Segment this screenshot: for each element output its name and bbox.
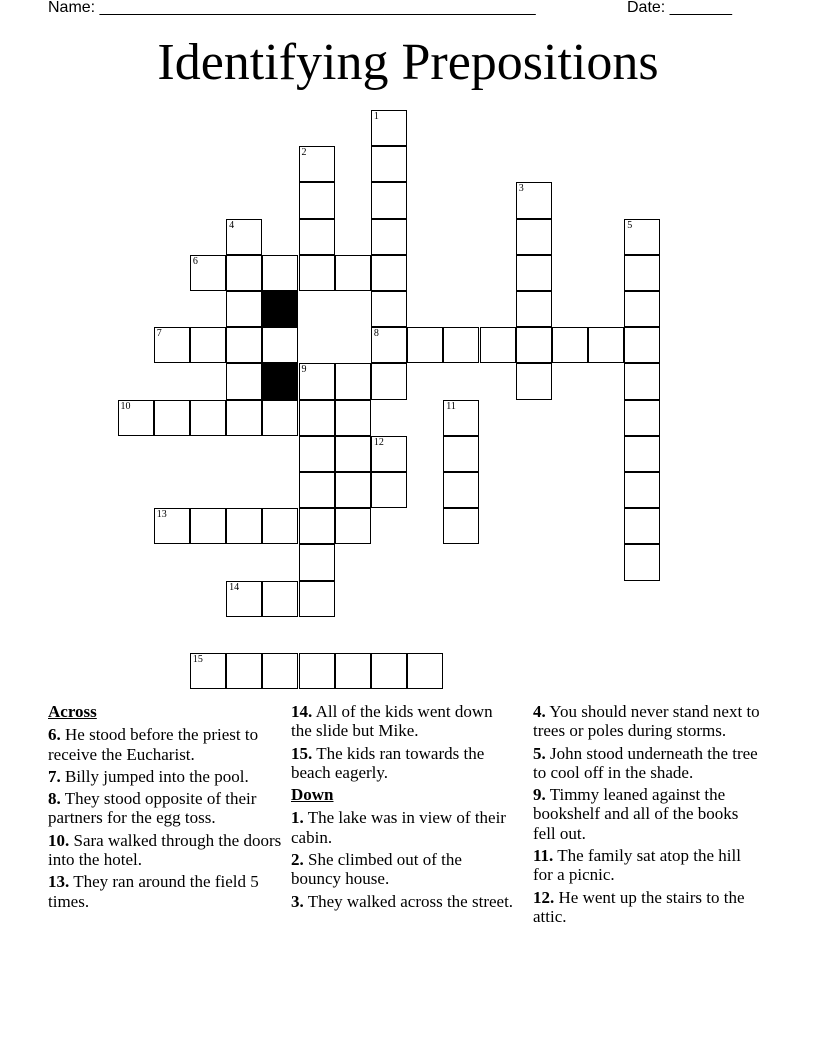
grid-cell[interactable] xyxy=(624,255,660,291)
grid-cell[interactable] xyxy=(371,182,407,218)
across-heading: Across xyxy=(48,702,97,721)
clue-text: Sara walked through the doors into the hotel. xyxy=(48,830,282,870)
clue-1 xyxy=(291,808,516,847)
grid-cell[interactable] xyxy=(226,363,262,399)
clue-10 xyxy=(48,831,283,870)
grid-cell[interactable] xyxy=(262,653,298,689)
grid-cell[interactable] xyxy=(371,653,407,689)
clue-number: 2. xyxy=(291,850,304,870)
clue-2 xyxy=(291,850,516,889)
clue-14 xyxy=(291,702,516,741)
grid-cell[interactable] xyxy=(299,653,335,689)
clue-number: 5. xyxy=(533,743,546,763)
grid-cell[interactable] xyxy=(299,182,335,218)
clue-number: 4. xyxy=(533,702,546,721)
grid-cell[interactable] xyxy=(226,291,262,327)
grid-cell[interactable] xyxy=(371,291,407,327)
clue-number: 8. xyxy=(48,789,61,809)
blocked-cell xyxy=(262,291,298,327)
clue-text: They walked across the street. xyxy=(307,891,514,911)
grid-cell[interactable] xyxy=(226,581,262,617)
cell-number: 13 xyxy=(156,509,167,521)
grid-cell[interactable] xyxy=(371,363,407,399)
cell-number: 5 xyxy=(627,219,633,231)
grid-cell[interactable] xyxy=(299,400,335,436)
clue-text: The kids ran towards the beach eagerly. xyxy=(291,743,485,782)
clue-text: The family sat atop the hill for a picnic. xyxy=(533,846,741,885)
grid-cell[interactable] xyxy=(371,255,407,291)
clue-text: The lake was in view of their cabin. xyxy=(291,808,506,847)
grid-cell[interactable] xyxy=(335,508,371,544)
grid-cell[interactable] xyxy=(371,436,407,472)
clue-7 xyxy=(48,767,283,786)
cell-number: 10 xyxy=(120,400,131,412)
grid-cell[interactable] xyxy=(299,436,335,472)
clues-column-3 xyxy=(533,702,761,929)
grid-cell[interactable] xyxy=(371,110,407,146)
grid-cell[interactable] xyxy=(190,400,226,436)
clue-text: You should never stand next to trees or poles during storms. xyxy=(533,702,760,741)
grid-cell[interactable] xyxy=(262,581,298,617)
clue-9 xyxy=(533,785,761,843)
grid-cell[interactable] xyxy=(262,327,298,363)
grid-cell[interactable] xyxy=(299,581,335,617)
grid-cell[interactable] xyxy=(624,400,660,436)
date-field-label: Date: _______ xyxy=(627,0,732,16)
cell-number: 9 xyxy=(301,364,307,376)
clue-text: Timmy leaned against the bookshelf and all of the books fell out. xyxy=(533,785,739,843)
cell-number: 1 xyxy=(373,111,379,122)
grid-cell[interactable] xyxy=(299,146,335,182)
grid-cell[interactable] xyxy=(335,255,371,291)
grid-cell[interactable] xyxy=(624,436,660,472)
grid-cell[interactable] xyxy=(262,255,298,291)
grid-cell[interactable] xyxy=(443,508,479,544)
cell-number: 8 xyxy=(373,328,379,340)
clue-number: 10. xyxy=(48,830,70,850)
grid-cell[interactable] xyxy=(516,255,552,291)
grid-cell[interactable] xyxy=(516,182,552,218)
clue-text: John stood underneath the tree to cool off in the shade. xyxy=(533,743,758,782)
grid-cell[interactable] xyxy=(335,363,371,399)
clue-number: 6. xyxy=(48,725,61,745)
grid-cell[interactable] xyxy=(443,327,479,363)
cell-number: 4 xyxy=(229,219,235,231)
clue-number: 1. xyxy=(291,808,304,828)
clue-text: She climbed out of the bouncy house. xyxy=(291,850,462,889)
grid-cell[interactable] xyxy=(262,508,298,544)
grid-cell[interactable] xyxy=(154,327,190,363)
clue-number: 14. xyxy=(291,702,313,721)
grid-cell[interactable] xyxy=(190,653,226,689)
grid-cell[interactable] xyxy=(624,363,660,399)
cell-number: 11 xyxy=(446,400,456,412)
down-heading: Down xyxy=(291,785,334,805)
grid-cell[interactable] xyxy=(407,653,443,689)
cell-number: 15 xyxy=(192,654,203,665)
cell-number: 12 xyxy=(373,436,384,448)
grid-cell[interactable] xyxy=(443,472,479,508)
blocked-cell xyxy=(262,363,298,399)
page-title: Identifying Prepositions xyxy=(157,34,659,91)
clue-6 xyxy=(48,725,283,764)
grid-cell[interactable] xyxy=(299,363,335,399)
grid-cell[interactable] xyxy=(118,400,154,436)
grid-cell[interactable] xyxy=(299,219,335,255)
cell-number: 2 xyxy=(301,147,307,159)
cell-number: 14 xyxy=(229,581,240,593)
grid-cell[interactable] xyxy=(190,508,226,544)
grid-cell[interactable] xyxy=(516,363,552,399)
grid-cell[interactable] xyxy=(624,508,660,544)
grid-cell[interactable] xyxy=(371,472,407,508)
clues-column-1 xyxy=(48,702,283,914)
grid-cell[interactable] xyxy=(335,472,371,508)
grid-cell[interactable] xyxy=(335,653,371,689)
clue-number: 3. xyxy=(291,891,304,911)
grid-cell[interactable] xyxy=(226,327,262,363)
cell-number: 7 xyxy=(156,328,162,340)
grid-cell[interactable] xyxy=(190,327,226,363)
grid-cell[interactable] xyxy=(226,219,262,255)
clue-text: They stood opposite of their partners for the egg toss. xyxy=(48,789,257,828)
clue-number: 9. xyxy=(533,785,546,805)
grid-cell[interactable] xyxy=(335,400,371,436)
clue-5 xyxy=(533,744,761,783)
grid-cell[interactable] xyxy=(226,400,262,436)
clue-15 xyxy=(291,744,516,783)
clue-number: 7. xyxy=(48,766,61,786)
clue-text: He stood before the priest to receive the Eucharist. xyxy=(48,725,259,764)
grid-cell[interactable] xyxy=(371,327,407,363)
grid-cell[interactable] xyxy=(262,400,298,436)
grid-cell[interactable] xyxy=(443,400,479,436)
grid-cell[interactable] xyxy=(190,255,226,291)
grid-cell[interactable] xyxy=(516,327,552,363)
grid-cell[interactable] xyxy=(154,400,190,436)
grid-cell[interactable] xyxy=(552,327,588,363)
grid-cell[interactable] xyxy=(299,508,335,544)
clues-column-2 xyxy=(291,702,516,914)
grid-cell[interactable] xyxy=(407,327,443,363)
clue-number: 11. xyxy=(533,846,554,866)
grid-cell[interactable] xyxy=(624,291,660,327)
grid-cell[interactable] xyxy=(299,255,335,291)
grid-cell[interactable] xyxy=(624,219,660,255)
clue-11 xyxy=(533,846,761,885)
grid-cell[interactable] xyxy=(371,146,407,182)
grid-cell[interactable] xyxy=(299,472,335,508)
clue-4 xyxy=(533,702,761,741)
grid-cell[interactable] xyxy=(588,327,624,363)
grid-cell[interactable] xyxy=(154,508,190,544)
grid-cell[interactable] xyxy=(624,327,660,363)
grid-cell[interactable] xyxy=(516,291,552,327)
clue-12 xyxy=(533,888,761,927)
grid-cell[interactable] xyxy=(226,653,262,689)
grid-cell[interactable] xyxy=(299,544,335,580)
grid-cell[interactable] xyxy=(371,219,407,255)
grid-cell[interactable] xyxy=(226,255,262,291)
grid-cell[interactable] xyxy=(516,219,552,255)
grid-cell[interactable] xyxy=(480,327,516,363)
grid-cell[interactable] xyxy=(226,508,262,544)
grid-cell[interactable] xyxy=(335,436,371,472)
clue-text: They ran around the field 5 times. xyxy=(48,872,259,911)
clue-text: Billy jumped into the pool. xyxy=(65,766,249,786)
clue-number: 12. xyxy=(533,887,555,907)
grid-cell[interactable] xyxy=(624,472,660,508)
clue-number: 15. xyxy=(291,743,313,763)
name-field-label: Name: _________________________________________________ xyxy=(48,0,536,16)
clue-text: All of the kids went down the slide but Mike. xyxy=(291,702,493,741)
clue-number: 13. xyxy=(48,872,70,892)
clue-3 xyxy=(291,892,516,911)
cell-number: 6 xyxy=(192,255,198,267)
grid-cell[interactable] xyxy=(443,436,479,472)
clue-13 xyxy=(48,872,283,911)
clue-text: He went up the stairs to the attic. xyxy=(533,887,745,926)
clue-8 xyxy=(48,789,283,828)
grid-cell[interactable] xyxy=(624,544,660,580)
cell-number: 3 xyxy=(518,183,524,195)
